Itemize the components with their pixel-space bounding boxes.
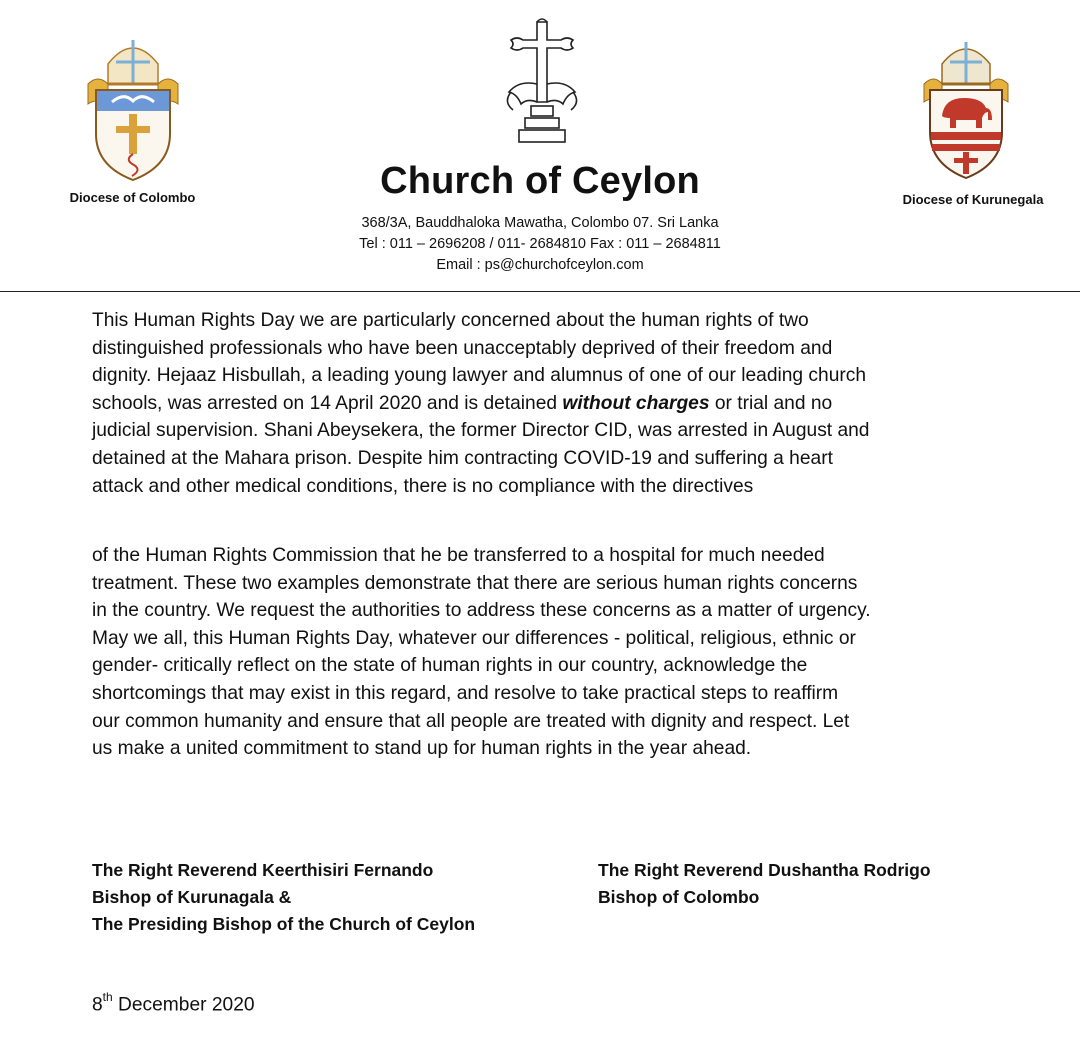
- text-line: [92, 390, 992, 418]
- signatory-title: Bishop of Colombo: [598, 887, 760, 907]
- header-divider: [0, 291, 1080, 292]
- date-month-year: December 2020: [112, 994, 255, 1016]
- emphasis-without-charges: without charges: [562, 392, 710, 414]
- signatory-title: The Presiding Bishop of the Church of Ceylon: [92, 914, 476, 934]
- signature-block-right: [598, 857, 931, 911]
- statement-paragraph-2: [92, 542, 992, 763]
- text-segment: schools, was arrested on 14 April 2020 and is detained: [92, 392, 563, 414]
- text-line: dignity. Hejaaz Hisbullah, a leading young lawyer and alumnus of one of our leading church: [92, 365, 867, 387]
- text-line: attack and other medical conditions, there is no compliance with the directives: [92, 475, 754, 497]
- text-line: our common humanity and ensure that all people are treated with dignity and respect. Let: [92, 710, 850, 732]
- organization-title: Church of Ceylon: [380, 160, 700, 202]
- text-line: judicial supervision. Shani Abeysekera, the former Director CID, was arrested in August and: [92, 420, 870, 442]
- text-line: in the country. We request the authorities to address these concerns as a matter of urgency.: [92, 600, 871, 622]
- text-line: distinguished professionals who have been unacceptably deprived of their freedom and: [92, 337, 833, 359]
- signatory-name: The Right Reverend Dushantha Rodrigo: [598, 860, 931, 880]
- diocese-of-colombo-crest-icon: [78, 34, 188, 184]
- date-day: 8: [92, 994, 103, 1016]
- document-date: [92, 992, 255, 1016]
- text-line: detained at the Mahara prison. Despite him contracting COVID-19 and suffering a heart: [92, 447, 833, 469]
- signatory-name: The Right Reverend Keerthisiri Fernando: [92, 860, 434, 880]
- email-line: Email : ps@churchofceylon.com: [436, 257, 644, 273]
- text-segment: or trial and no: [709, 392, 833, 414]
- statement-paragraph-1: [92, 307, 992, 500]
- church-cross-emblem-icon: [497, 14, 587, 150]
- text-line: gender- critically reflect on the state of human rights in our country, acknowledge the: [92, 655, 808, 677]
- diocese-of-kurunegala-caption: Diocese of Kurunegala: [902, 192, 1044, 207]
- text-line: of the Human Rights Commission that he be transferred to a hospital for much needed: [92, 545, 825, 566]
- text-line: us make a united commitment to stand up for human rights in the year ahead.: [92, 738, 752, 760]
- signatory-title: Bishop of Kurunagala &: [92, 887, 292, 907]
- signature-block-left: [92, 857, 475, 938]
- date-ordinal-suffix: th: [102, 990, 113, 1004]
- diocese-of-kurunegala-crest-icon: [916, 36, 1016, 182]
- text-line: shortcomings that may exist in this regard, and resolve to take practical steps to reaffirm: [92, 682, 839, 704]
- text-line: This Human Rights Day we are particularly concerned about the human rights of two: [92, 310, 809, 331]
- phone-fax-line: Tel : 011 – 2696208 / 011- 2684810 Fax : 011 – 2684811: [359, 236, 721, 252]
- diocese-of-colombo-caption: Diocese of Colombo: [69, 190, 196, 205]
- text-line: treatment. These two examples demonstrate that there are serious human rights concerns: [92, 572, 858, 594]
- text-line: May we all, this Human Rights Day, whatever our differences - political, religious, ethnic or: [92, 627, 856, 649]
- address-line: 368/3A, Bauddhaloka Mawatha, Colombo 07. Sri Lanka: [361, 215, 719, 231]
